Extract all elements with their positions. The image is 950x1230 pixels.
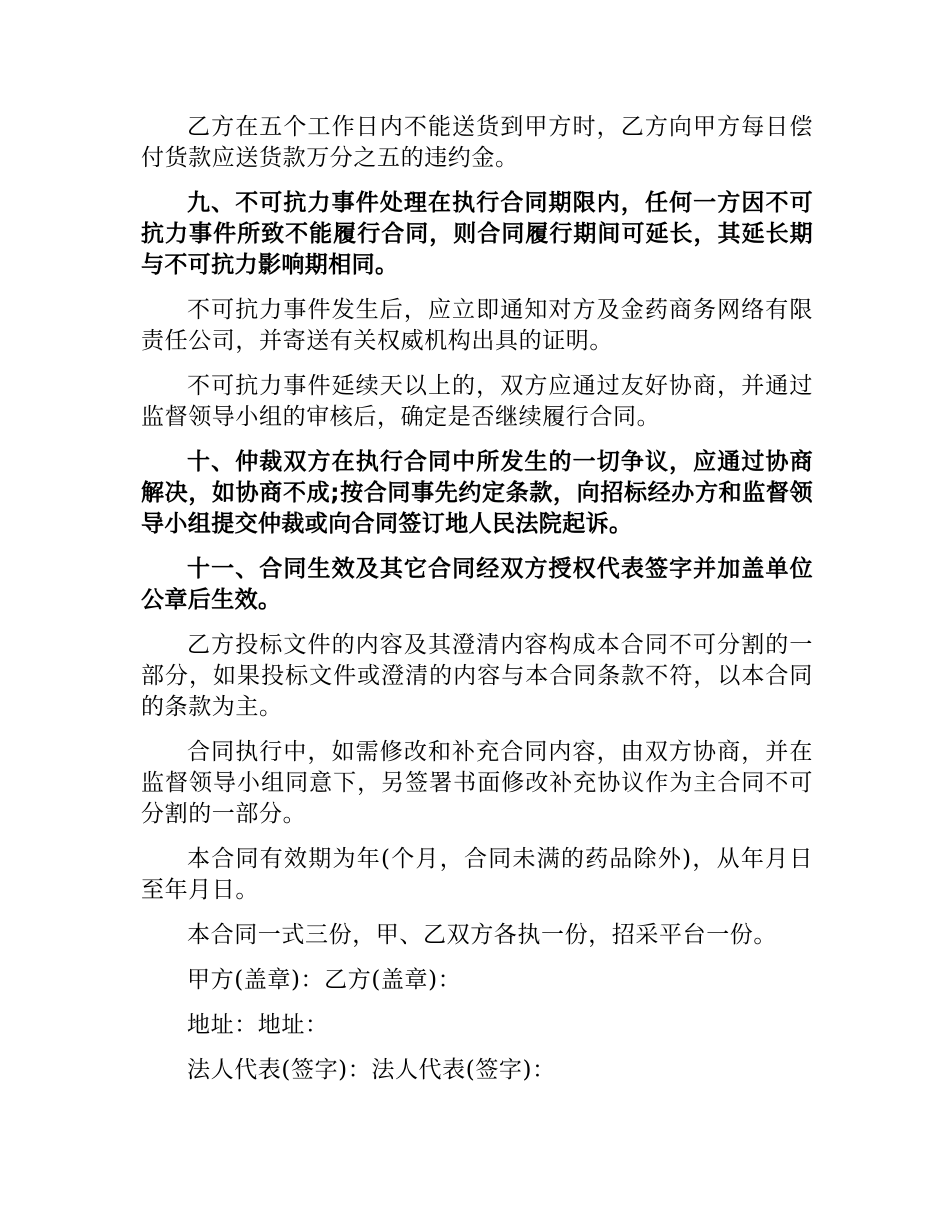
paragraph-bid-documents: 乙方投标文件的内容及其澄清内容构成本合同不可分割的一部分，如果投标文件或澄清的内容与本合同条款不符，以本合同的条款为主。 <box>141 632 813 720</box>
paragraph-force-majeure-notice: 不可抗力事件发生后，应立即通知对方及金药商务网络有限责任公司，并寄送有关权威机构出具的证明。 <box>141 297 813 354</box>
heading-arbitration: 十、仲裁双方在执行合同中所发生的一切争议，应通过协商解决，如协商不成;按合同事先约定条款，向招标经办方和监督领导小组提交仲裁或向合同签订地人民法院起诉。 <box>141 449 813 537</box>
signature-seal-line: 甲方(盖章)：乙方(盖章)： <box>187 967 462 993</box>
paragraph-contract-amendment: 合同执行中，如需修改和补充合同内容，由双方协商，并在监督领导小组同意下，另签署书面修改补充协议作为主合同不可分割的一部分。 <box>141 739 813 827</box>
heading-force-majeure: 九、不可抗力事件处理在执行合同期限内，任何一方因不可抗力事件所致不能履行合同，则合同履行期间可延长，其延长期与不可抗力影响期相同。 <box>141 190 813 278</box>
paragraph-validity-period: 本合同有效期为年(个月，合同未满的药品除外)，从年月日至年月日。 <box>141 846 813 903</box>
heading-contract-effect: 十一、合同生效及其它合同经双方授权代表签字并加盖单位公章后生效。 <box>141 556 813 613</box>
paragraph-copies: 本合同一式三份，甲、乙双方各执一份，招采平台一份。 <box>187 922 777 948</box>
paragraph-force-majeure-extension: 不可抗力事件延续天以上的，双方应通过友好协商，并通过监督领导小组的审核后，确定是否继续履行合同。 <box>141 373 813 430</box>
document-body <box>141 112 813 1100</box>
signature-legal-rep-line: 法人代表(签字)：法人代表(签字)： <box>187 1057 556 1083</box>
paragraph-late-delivery-penalty: 乙方在五个工作日内不能送货到甲方时，乙方向甲方每日偿付货款应送货款万分之五的违约金。 <box>141 114 813 171</box>
signature-address-line: 地址：地址： <box>187 1012 329 1038</box>
